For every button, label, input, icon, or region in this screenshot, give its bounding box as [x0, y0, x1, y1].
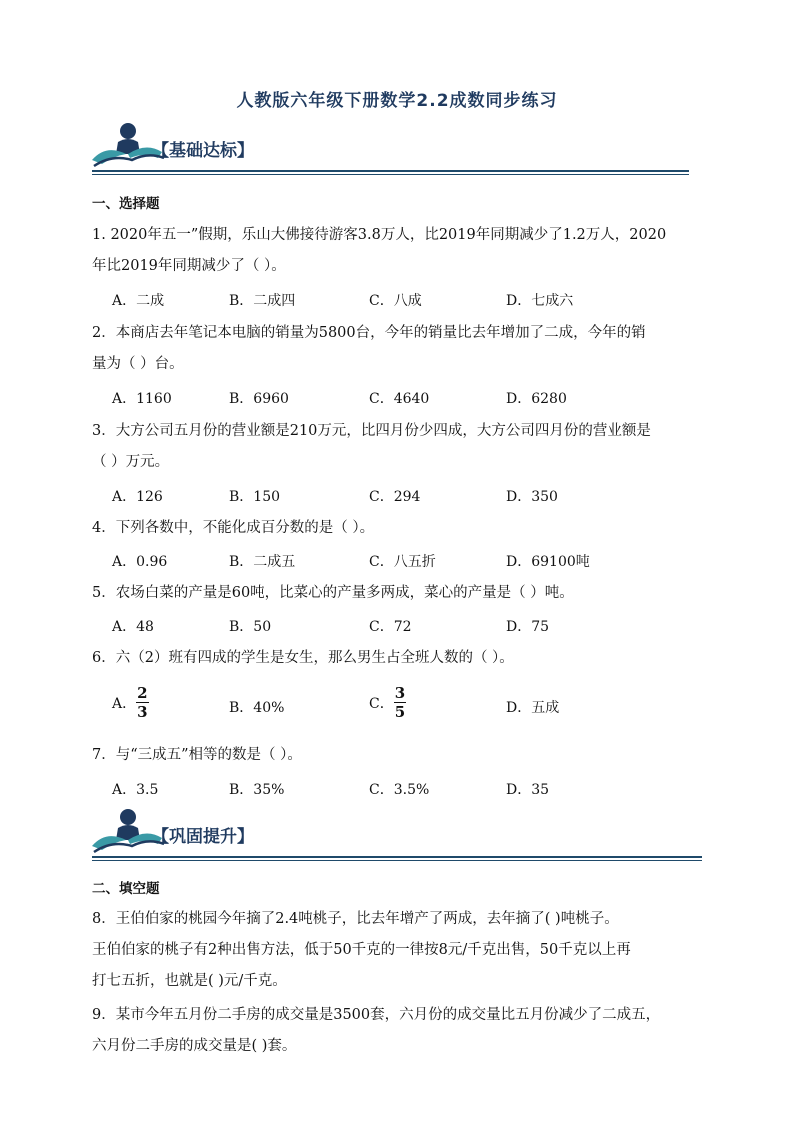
- option-a: [112, 684, 149, 721]
- option-c: C．八成: [369, 293, 422, 309]
- option-d: D．75: [506, 619, 550, 635]
- question-4-line-1: 4．下列各数中，不能化成百分数的是（ ）。: [92, 520, 375, 536]
- option-b: B．150: [229, 489, 281, 505]
- option-d: D．6280: [506, 391, 567, 407]
- banner-label-basic: 【基础达标】: [152, 141, 254, 161]
- option-a: A．1160: [112, 391, 172, 407]
- question-7-line-1: 7．与“三成五”相等的数是（ ）。: [92, 747, 302, 763]
- fraction-two-thirds: [136, 684, 148, 721]
- question-5-line-1: 5．农场白菜的产量是60吨，比菜心的产量多两成，菜心的产量是（ ）吨。: [92, 585, 574, 601]
- question-8-line-2: 王伯伯家的桃子有2种出售方法，低于50千克的一律按8元/千克出售，50千克以上再: [92, 942, 631, 958]
- option-d: D．五成: [506, 700, 560, 716]
- question-2-line-2: 量为（ ）台。: [92, 356, 184, 372]
- option-c: C．72: [369, 619, 412, 635]
- option-a: A．0.96: [112, 554, 168, 570]
- question-6: [92, 643, 704, 674]
- option-c: [369, 684, 406, 721]
- option-c: C．4640: [369, 391, 430, 407]
- banner-rule-consolidate: [92, 856, 702, 862]
- option-c-prefix: C．: [369, 695, 394, 712]
- option-d: D．69100吨: [506, 554, 590, 570]
- question-1-line-1: 1. 2020年五一”假期，乐山大佛接待游客3.8万人，比2019年同期减少了1.2万人，2020: [92, 227, 667, 243]
- question-3: [92, 416, 704, 478]
- option-c: C．八五折: [369, 554, 436, 570]
- option-b: B．二成四: [229, 293, 296, 309]
- question-3-line-2: （ ）万元。: [92, 454, 170, 470]
- fraction-denominator: 3: [137, 703, 148, 721]
- page-title: 人教版六年级下册数学2.2成数同步练习: [236, 91, 558, 111]
- question-9: [92, 1000, 712, 1062]
- question-6-line-1: 6．六（2）班有四成的学生是女生，那么男生占全班人数的（ ）。: [92, 650, 514, 666]
- question-8: [92, 904, 712, 997]
- question-2: [92, 318, 704, 380]
- option-a: A．3.5: [112, 782, 159, 798]
- question-3-line-1: 3．大方公司五月份的营业额是210万元，比四月份少四成，大方公司四月份的营业额是: [92, 423, 651, 439]
- question-2-line-1: 2．本商店去年笔记本电脑的销量为5800台，今年的销量比去年增加了二成，今年的销: [92, 325, 646, 341]
- option-a-prefix: A．: [112, 695, 137, 712]
- question-5: [92, 578, 704, 609]
- question-8-line-1: 8．王伯伯家的桃园今年摘了2.4吨桃子，比去年增产了两成，去年摘了( )吨桃子。: [92, 911, 619, 927]
- question-9-line-1: 9．某市今年五月份二手房的成交量是3500套，六月份的成交量比五月份减少了二成五，: [92, 1007, 661, 1023]
- section-banner-consolidate: [92, 808, 392, 860]
- question-6-options: [112, 684, 712, 730]
- section-banner-basic: [92, 122, 392, 174]
- fraction-numerator: 3: [394, 684, 406, 702]
- banner-rule-basic: [92, 170, 689, 176]
- option-d: D．35: [506, 782, 550, 798]
- fraction-three-fifths: [394, 684, 406, 721]
- question-4: [92, 513, 704, 544]
- option-a: A．48: [112, 619, 154, 635]
- option-b: B．6960: [229, 391, 289, 407]
- fraction-denominator: 5: [394, 703, 406, 721]
- option-d: D．350: [506, 489, 558, 505]
- option-b: B．40%: [229, 700, 285, 716]
- question-8-line-3: 打七五折，也就是( )元/千克。: [92, 973, 287, 989]
- option-a: A．126: [112, 489, 163, 505]
- question-9-line-2: 六月份二手房的成交量是( )套。: [92, 1038, 297, 1054]
- question-1-line-2: 年比2019年同期减少了（ ）。: [92, 258, 286, 274]
- section-heading-fill: 二、填空题: [92, 881, 160, 897]
- option-a: A．二成: [112, 293, 165, 309]
- section-heading-choice: 一、选择题: [92, 196, 160, 212]
- question-1: [92, 220, 704, 282]
- option-c: C．294: [369, 489, 421, 505]
- fraction-numerator: 2: [137, 684, 148, 702]
- option-c: C．3.5%: [369, 782, 430, 798]
- question-7: [92, 740, 704, 771]
- option-b: B．35%: [229, 782, 285, 798]
- banner-label-consolidate: 【巩固提升】: [152, 827, 254, 847]
- option-b: B．50: [229, 619, 272, 635]
- option-d: D．七成六: [506, 293, 574, 309]
- option-b: B．二成五: [229, 554, 296, 570]
